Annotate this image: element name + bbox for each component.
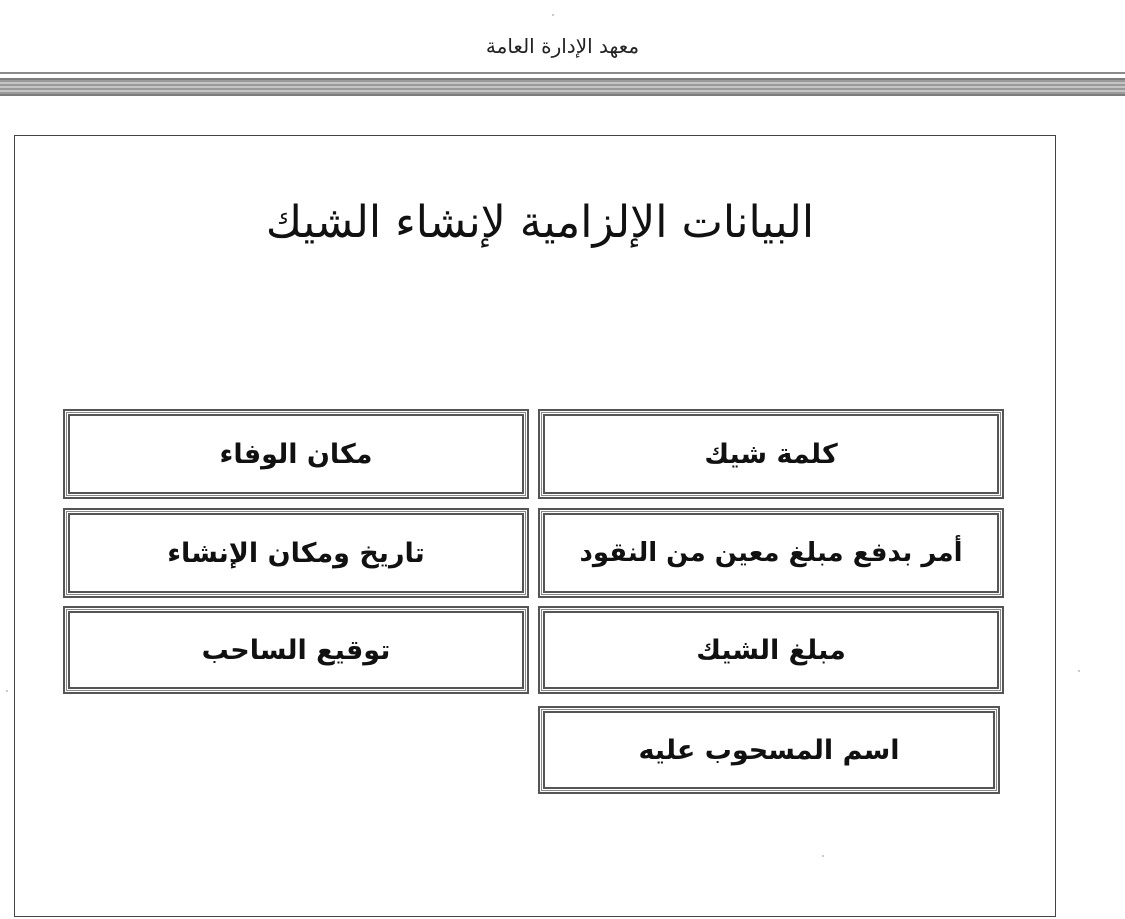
scan-speck	[1078, 670, 1080, 672]
header-rule-thick	[0, 78, 1125, 96]
requirement-box-date-place-of-issue: تاريخ ومكان الإنشاء	[63, 508, 529, 598]
requirement-box-cheque-word: كلمة شيك	[538, 409, 1004, 499]
requirement-box-drawer-signature: توقيع الساحب	[63, 606, 529, 694]
requirement-box-payment-order: أمر بدفع مبلغ معين من النقود	[538, 508, 1004, 598]
scan-speck	[6, 690, 8, 692]
requirement-box-drawee-name: اسم المسحوب عليه	[538, 706, 1000, 794]
requirement-box-cheque-amount: مبلغ الشيك	[538, 606, 1004, 694]
scan-speck	[552, 14, 554, 16]
slide-title: البيانات الإلزامية لإنشاء الشيك	[265, 197, 815, 248]
header-rule-thin	[0, 72, 1125, 74]
header-institution-name: معهد الإدارة العامة	[485, 34, 640, 58]
scan-speck	[822, 855, 824, 857]
requirement-box-place-of-payment: مكان الوفاء	[63, 409, 529, 499]
